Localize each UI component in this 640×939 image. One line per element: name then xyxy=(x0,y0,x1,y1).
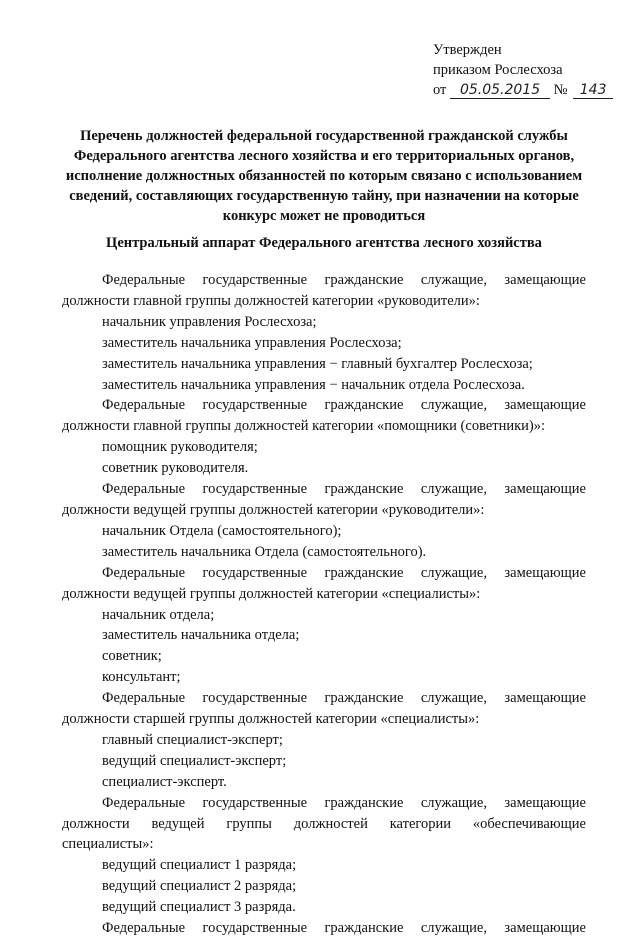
list-item: заместитель начальника управления Рослесхоза; xyxy=(102,334,402,351)
document-title: Перечень должностей федеральной государственной гражданской службы Федерального агентства лесного хозяйства и его территориальных органов, исполнение должностных обязанностей по которым связано с использованием сведений, составляющих государственную тайну, при назначении на которые конкурс может не проводиться xyxy=(65,128,583,224)
approval-date: 05.05.2015 xyxy=(450,83,550,99)
list-item: помощник руководителя; xyxy=(102,439,258,456)
list-item: главный специалист-эксперт; xyxy=(102,731,283,748)
group-heading: Федеральные государственные гражданские служащие, замещающие должности ведущей группы должностей категории «руководители»: xyxy=(62,481,586,518)
list-item: консультант; xyxy=(102,669,181,686)
list-item: заместитель начальника управления − начальник отдела Рослесхоза. xyxy=(102,376,525,393)
list-item: заместитель начальника Отдела (самостоятельного). xyxy=(102,543,427,560)
position-group xyxy=(62,688,586,793)
list-item: советник руководителя. xyxy=(102,460,249,477)
position-group xyxy=(62,395,586,479)
group-heading: Федеральные государственные гражданские служащие, замещающие должности главной группы должностей категории «помощники (советники)»: xyxy=(62,397,586,435)
group-heading: Федеральные государственные гражданские служащие, замещающие должности главной группы должностей категории «руководители»: xyxy=(62,272,586,309)
list-item: ведущий специалист 2 разряда; xyxy=(102,878,297,895)
approval-line-2: приказом Рослесхоза xyxy=(433,62,563,78)
list-item: ведущий специалист 3 разряда. xyxy=(102,899,296,916)
position-group xyxy=(62,479,586,563)
list-item: начальник управления Рослесхоза; xyxy=(102,313,317,330)
list-item: советник; xyxy=(102,648,162,665)
list-item: начальник Отдела (самостоятельного); xyxy=(102,522,342,539)
group-heading: Федеральные государственные гражданские служащие, замещающие должности старшей группы должностей категории «специалисты»: xyxy=(62,690,586,728)
approval-order-line xyxy=(433,80,613,100)
approval-number: 143 xyxy=(573,83,613,99)
trailing-paragraph: Федеральные государственные гражданские служащие, замещающие xyxy=(102,920,586,937)
approval-from-prefix: от xyxy=(433,82,447,98)
list-item: специалист-эксперт. xyxy=(102,773,227,790)
list-item: ведущий специалист-эксперт; xyxy=(102,752,287,769)
list-item: ведущий специалист 1 разряда; xyxy=(102,857,297,874)
approval-block xyxy=(433,40,613,100)
group-heading: Федеральные государственные гражданские служащие, замещающие должности ведущей группы должностей категории «специалисты»: xyxy=(62,564,586,602)
position-group xyxy=(62,270,586,395)
approval-line-1: Утвержден xyxy=(433,42,502,58)
section-subtitle: Центральный аппарат Федерального агентства лесного хозяйства xyxy=(106,235,542,251)
list-item: заместитель начальника управления − главный бухгалтер Рослесхоза; xyxy=(102,355,533,372)
document-body xyxy=(62,270,586,939)
approval-number-sign: № xyxy=(553,82,568,98)
list-item: начальник отдела; xyxy=(102,606,215,623)
group-heading: Федеральные государственные гражданские служащие, замещающие должности ведущей группы должностей категории «обеспечивающие специалисты»: xyxy=(62,794,586,853)
position-group xyxy=(62,793,586,918)
list-item: заместитель начальника отдела; xyxy=(102,627,300,644)
position-group xyxy=(62,563,586,688)
